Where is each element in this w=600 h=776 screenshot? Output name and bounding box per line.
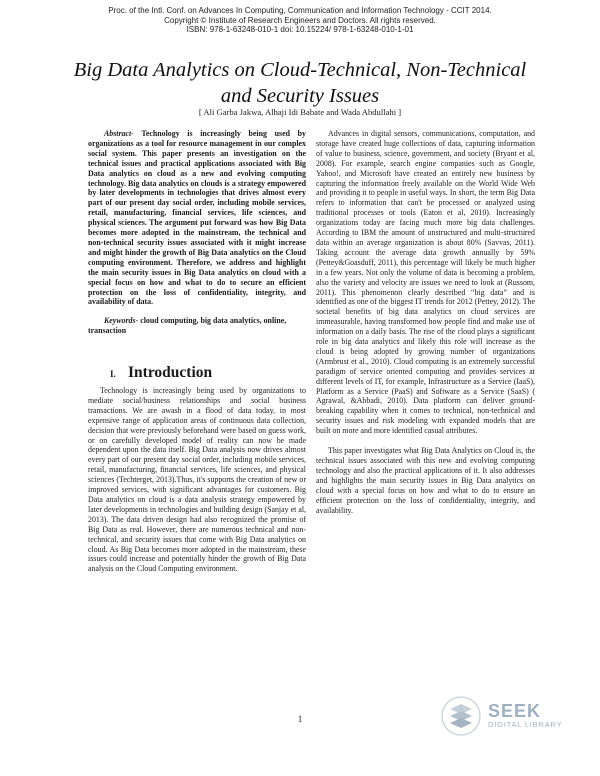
abstract	[88, 129, 306, 307]
isbn-line: ISBN: 978-1-63248-010-1 doi: 10.15224/ 978-1-63248-010-1-01	[186, 25, 414, 34]
left-column	[88, 129, 306, 574]
right-paragraph-2: This paper investigates what Big Data Analytics on Cloud is, the technical issues associated with this new and evolving computing technology and also the practical applications of it. It also addresses and highlights the main security issues in Big Data analytics on cloud with a special focus on how and what to do to ensure an efficient protection on the loss of confidentiality, integrity, and availability.	[316, 446, 535, 515]
seek-digital-library-watermark	[440, 693, 590, 739]
seek-logo-icon	[440, 695, 482, 737]
right-paragraph-1: Advances in digital sensors, communications, computation, and storage have created huge collections of data, capturing information of value to business, science, government, and society (Bryant et al, 2008). For example, search engine companies such as Google, Yahoo!, and Microsoft have created an entirely new business by capturing the information freely available on the World Wide Web and providing it to people in useful ways. In short, the term Big Data refers to information that can't be processed or analyzed using traditional processes or tools (Eaton et al, 2010). Increasingly organizations today are facing much more big data challenges. According to IBM the amount of unstructured and multi-structured data within an average organization is about 80% (Savvas, 2011). Taking account the average data growth annually by 59% (Pettey&Goasduff, 2011), this percentage will likely be much higher in a few years. Not only the volume of data is becoming a problem, also the variety and velocity are issues we need to look at (Russom, 2011). This phenomenon clearly described “big data” and is identified as one of the biggest IT trends for 2012 (Pettey, 2012). The societal benefits of big data analytics on cloud services are immeasurable, having transformed how people find and make use of information on a daily basis. The rise of the cloud plays a significant role in big data analytics and likely this role will increase as the cloud is being adopted by growing number of organizations (Armbrust et al., 2010). Cloud computing is an extremely successful paradigm of service oriented computing and provides services at different levels of IT, for example, Infrastructure as a Service (IaaS), Platform as a Service (PaaS) and Software as a Service (SaaS) ( Agrawal, &Abbadi, 2010). Data platform can deliver ground-breaking capability when it comes to technical, non-technical and security issues and risk modeling with expanded models that are built on more and more identified casual attributes.	[316, 129, 535, 436]
keywords-label: Keywords-	[104, 316, 139, 326]
right-column	[316, 129, 535, 515]
copyright-line: Copyright © Institute of Research Engineers and Doctors. All rights reserved.	[164, 15, 436, 25]
keywords	[88, 316, 306, 336]
seek-subtitle: DIGITAL LIBRARY	[488, 720, 563, 729]
paper-title: Big Data Analytics on Cloud-Technical, Non-Technical and Security Issues	[73, 59, 527, 107]
section-title: Introduction	[128, 364, 213, 382]
abstract-label: Abstract-	[104, 129, 134, 138]
seek-brand: SEEK	[488, 701, 542, 721]
abstract-text: Technology is increasingly being used by organizations as a tool for resource management in our complex social system. This paper presents an investigation on the technical issues and practical applications associated with Big Data analytics on cloud as a new and evolving computing technology. Big data analytics on clouds is a strategy empowered by later developments in technologies that drives almost every part of our present day social order, including mobile services, retail, manufacturing, financial services, life sciences, and physical sciences. The argument put forward was how Big Data becomes more adopted in the mainstream, the technical and non-technical security issues associated with it might increase and might hinder the growth of Big Data analytics on the Cloud computing environment. Therefore, we address and highlight the main security issues in Big Data analytics on cloud with a special focus on how and what to do to secure an efficient protection on the loss of confidentiality, integrity, and availability of data.	[88, 129, 306, 307]
keywords-text: cloud computing, big data analytics, online, transaction	[88, 316, 287, 336]
author-list: [ Ali Garba Jakwa, Alhaji Idi Babate and Wada Abdullahi ]	[198, 107, 402, 117]
intro-paragraph: Technology is increasingly being used by organizations to mediate social/business relationships and social business transactions. We are awash in a flood of data today, in most expensive range of application areas of continuous data collection, decision that were previously beforehand were based on guess work, or on carefully developed model of reality can now be made dependent upon the data itself. Big Data analysis now drives almost every part of our present day social order, including mobile services, retail, manufacturing, financial services, life sciences, and physical sciences (Techterget, 2013).Thus, it's supports the creation of new or improved services, with significant advantages for customers. Big Data analytics on cloud is a data analysis strategy empowered by later developments in technologies and building design (Sanjay et al, 2013). The data driven design had also recognized the promise of Big Data as real. However, there are numerous technical and non-technical, and security issues that come with Big Data analytics on cloud. As Big Data becomes more adopted in the mainstream, these issues could increase and potentially hinder the growth of Big Data analysis on the Cloud Computing environment.	[88, 386, 306, 574]
conference-line: Proc. of the Intl. Conf. on Advances In Computing, Communication and Information Technology - CCIT 2014.	[108, 6, 492, 15]
section-heading	[88, 364, 306, 382]
section-number: I.	[110, 369, 116, 380]
page-number: 1	[297, 714, 303, 724]
